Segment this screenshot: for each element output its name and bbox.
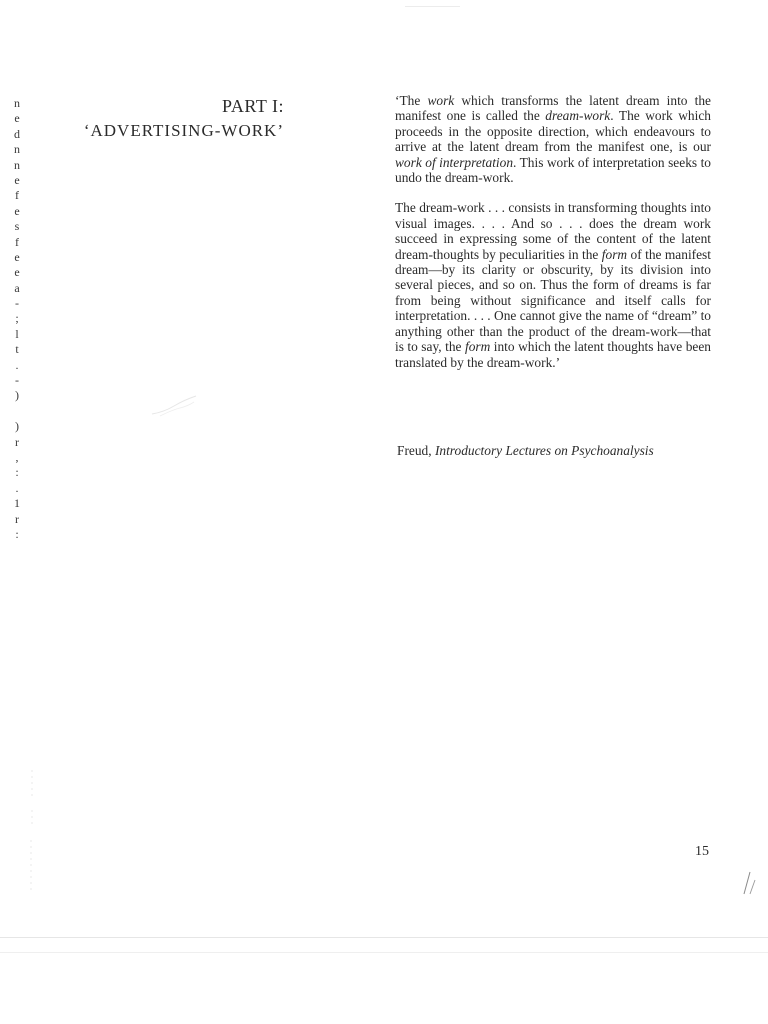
quote-paragraph-1: [395, 93, 711, 185]
scan-edge-line: [0, 952, 768, 953]
part-heading: [84, 93, 284, 143]
pencil-mark: [738, 868, 758, 896]
scan-edge-line: [0, 937, 768, 938]
quote-italic-term: work: [427, 93, 455, 108]
bleed-letter: e: [14, 265, 20, 280]
bleed-letter: :: [15, 526, 19, 541]
quote-text-segment: . The work which proceeds in the opposite direction, which endeavours to arrive at the latent dream from the manifest one, is our: [395, 108, 711, 155]
bleed-letter: ;: [15, 311, 19, 326]
bleed-letter: :: [15, 465, 19, 480]
scan-edge-shadow: [28, 770, 36, 890]
bleed-letter: a: [14, 280, 20, 295]
bleed-letter: .: [15, 357, 19, 372]
bleed-letter: [10, 404, 24, 419]
page-smudge-mark: [150, 392, 200, 418]
quote-text-segment: ‘The: [395, 93, 428, 108]
bleed-letter: e: [14, 249, 20, 264]
quote-italic-term: form: [464, 339, 491, 355]
page-number: 15: [695, 844, 709, 859]
quote-text-segment: The dream-work . . . consists in transforming thoughts into visual images. . . . And so . . . does the dream work succeed in expressing some of the content of the latent dream-thoughts by peculiarities in the: [395, 200, 711, 262]
bleed-letter: 1: [14, 496, 20, 511]
quote-text-segment: which transforms the latent dream into the manifest one is called the: [395, 93, 711, 124]
bleed-letter: l: [15, 326, 19, 341]
quote-italic-term: work of interpretation: [395, 154, 514, 170]
quote-attribution: [397, 443, 654, 459]
bleed-letter: ): [15, 419, 19, 434]
part-title: ‘ADVERTISING-WORK’: [83, 121, 284, 140]
bleed-letter: e: [14, 111, 20, 126]
bleed-letter: e: [14, 172, 20, 187]
bleed-letter: r: [15, 511, 19, 526]
quote-text-segment: . This work of interpretation seeks to undo the dream-work.: [395, 154, 711, 186]
bleed-letter: f: [15, 234, 19, 249]
bleed-letter: t: [15, 342, 19, 357]
bleed-letter: r: [15, 434, 19, 449]
attribution-author: Freud,: [397, 443, 435, 458]
bleed-letter: f: [15, 188, 19, 203]
bleed-letter: e: [14, 203, 20, 218]
quote-italic-term: dream-work: [545, 108, 611, 124]
scan-artifact-top: [405, 6, 460, 7]
epigraph-quote: [395, 93, 711, 384]
bleed-letter: s: [14, 219, 20, 234]
bleed-letter: -: [15, 373, 19, 388]
quote-text-segment: into which the latent thoughts have been translated by the dream-work.’: [395, 339, 711, 370]
bleed-letter: n: [14, 157, 20, 172]
bleed-letter: .: [15, 480, 19, 495]
bleed-letter: n: [14, 142, 20, 157]
quote-italic-term: form: [601, 246, 628, 262]
bleed-letter: ): [15, 388, 19, 403]
part-number: PART I:: [222, 96, 284, 116]
quote-paragraph-2: [395, 200, 711, 369]
bleed-letter: n: [14, 96, 20, 110]
attribution-work-title: Introductory Lectures on Psychoanalysis: [434, 443, 654, 458]
margin-bleed-through-text: [10, 96, 24, 542]
quote-text-segment: of the manifest dream—by its clarity or obscurity, by its division into several pieces, and so on. Thus the form of dreams is far from being without significance and itself calls for interpretation. . . . One cannot give the name of “dream” to anything other than the product of the dream-work—that is to say, the: [395, 246, 711, 355]
bleed-letter: ,: [15, 449, 19, 464]
bleed-letter: -: [15, 296, 19, 311]
bleed-letter: d: [14, 126, 20, 141]
